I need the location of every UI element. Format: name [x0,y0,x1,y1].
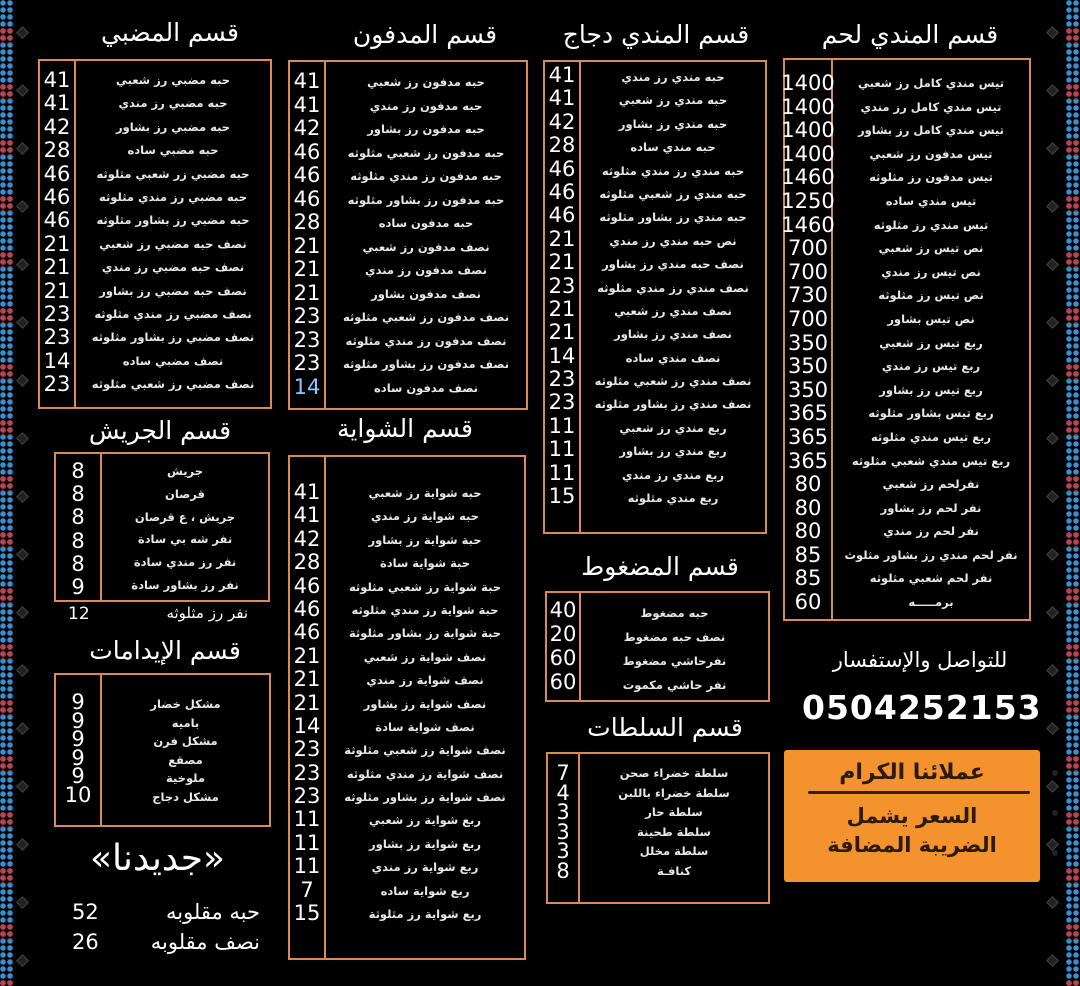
item-name: نفر لحم مندي رز بشاور مثلوث [844,547,1018,562]
item-price: 42 [293,526,321,551]
item-price: 14 [43,348,71,373]
item-name: مشكل فرن [153,734,218,748]
item-name: حبه شواية رز شعبي [368,486,482,500]
item-name: تيس مندي ساده [885,193,977,208]
item-price: 80 [794,495,822,520]
item-name: حبة شواية رز مندي مثلوثه [351,602,499,617]
item-price: 21 [293,643,321,668]
item-price: 46 [43,208,71,233]
item-price: 1400 [781,71,835,95]
item-price: 60 [549,646,577,670]
item-price: 9 [71,690,85,714]
item-price: 28 [293,550,321,575]
item-name: نص تيس رز مندي [881,264,981,279]
item-price: 41 [293,480,321,504]
item-name: سلطة خضراء باللبن [618,785,730,800]
item-price: 23 [548,273,576,298]
section-title-salatat: قسم السلطات [587,713,743,742]
item-name: حبه مضغوط [640,606,709,620]
price-column [781,60,835,619]
notice-bullets [1052,770,1058,890]
item-name: نص تيس رز شعبي [878,241,984,256]
item-name: نص تيس رز مثلوثه [878,288,984,303]
item-price: 9 [71,708,85,733]
item-price: 23 [43,301,71,326]
item-price: 80 [794,519,822,544]
item-name: ملوخية [166,771,205,785]
item-name: حبه مندي رز بشاور [618,116,728,131]
item-name: سلطة مخلل [639,844,709,858]
price-column [547,593,581,700]
item-price: 8 [71,459,85,483]
item-name: نصف شواية سادة [375,719,475,734]
new-items-title: «جديدنا» [89,838,226,879]
item-name: نصف شواية رز مندي [366,673,484,688]
item-price: 11 [548,413,576,438]
menu-box-shawaya [288,455,526,960]
item-price: 85 [794,542,822,567]
contact-label: للتواصل والإستفسار [832,648,1008,672]
item-price: 21 [293,280,321,305]
item-name: نصف مدفون رز مندي [365,263,487,277]
item-price: 21 [548,250,576,275]
item-name: حبه مضبي رز بشاور [115,119,231,134]
item-price: 730 [787,283,829,308]
item-name: تيس مندي كامل رز شعبي [857,76,1005,90]
phone-number[interactable]: 0504252153 [802,688,1042,727]
item-price: 20 [549,622,577,646]
item-price: 21 [548,320,576,345]
item-name: حبة شواية رز بشاور مثلوثة [348,626,502,641]
item-name: ربع تيس مندي شعبي مثلوثه [851,453,1011,468]
item-price: 42 [43,114,71,139]
price-column [40,61,76,407]
item-name: نفر شه بي سادة [137,532,233,547]
item-name: برمـــــه [908,595,954,610]
item-price: 21 [293,257,321,281]
item-name: ربع شواية ساده [380,883,470,898]
item-price: 350 [787,354,829,379]
item-name: تيس مندي كامل رز مندي [860,99,1002,114]
item-price: 41 [548,63,576,87]
item-name: ربع مندي رز شعبي [619,420,727,435]
item-name: حبة شواية رز بشاور [368,532,482,547]
item-price: 46 [43,184,71,209]
item-name: حبه مدفون ساده [378,216,474,230]
section-title-madghoot: قسم المضغوط [581,552,739,581]
item-name: جريش [166,464,204,478]
item-name: حبه مضبي ساده [127,143,219,158]
item-price: 9 [71,764,85,788]
price-column [545,62,581,532]
item-name: باميه [171,715,200,730]
item-price: 1460 [781,212,835,237]
item-name: حبه مضبي رز مندي مثلوثه [99,189,248,204]
item-column [580,754,768,902]
item-name: ربع شواية رز مندي [371,860,479,875]
decorative-border-right [1066,0,1080,986]
item-name: ربع تيس رز بشاور [879,382,983,397]
item-name: حبه مدفون رز بشاور [367,122,485,136]
item-price: 21 [293,690,321,715]
item-price: 80 [794,472,822,497]
item-name: نفر حاشي مكموت [622,678,727,692]
item-name: تيس مندي رز مثلوثه [873,217,989,232]
item-name: حبه مندي ساده [630,140,716,155]
item-price: 11 [293,830,321,855]
item-price: 1400 [781,141,835,166]
item-column [102,454,268,600]
item-price: 46 [293,620,321,645]
price-column [56,454,102,600]
item-name: جريش ، ع قرصان [134,509,236,524]
item-name: نصف شواية رز مندي مثلوثه [346,766,504,781]
menu-box-jareesh [54,452,270,602]
item-column [581,593,768,700]
item-price: 3 [556,800,570,824]
section-title-madhbi: قسم المضبي [101,18,239,47]
item-price: 11 [548,460,576,485]
item-price: 15 [548,484,576,509]
item-name: حبه مندي رز مندي مثلوثه [601,163,745,178]
item-price: 365 [787,401,829,426]
item-price: 350 [787,377,829,402]
item-price: 46 [293,163,321,187]
item-price: 23 [293,737,321,762]
item-price: 365 [787,448,829,473]
item-column [326,62,526,408]
item-name: ربع تيس مندي مثلوثه [870,429,992,444]
item-name: نصف مندي رز شعبي [614,303,732,318]
item-price: 42 [293,116,321,140]
item-name: نصف مندي رز شعبي مثلوثه [594,374,752,389]
item-name: تيس مدفون رز شعبي [869,146,993,161]
item-price: 23 [548,367,576,392]
item-price: 46 [293,596,321,621]
item-price: 41 [43,68,71,92]
item-price: 8 [71,528,85,553]
new-item-name: حبه مقلوبه [165,900,260,924]
item-name: نصف حبه مضغوط [623,630,726,644]
item-name: ربع تيس رز مندي [881,359,981,374]
section-title-mandi-dajaj: قسم المندي دجاج [562,20,750,49]
item-price: 21 [43,231,71,256]
item-price: 14 [293,374,321,399]
item-name: حبه شواية رز مندي [371,509,479,524]
item-column [326,457,524,958]
item-price: 8 [71,482,85,507]
item-price: 8 [556,858,570,883]
item-price: 11 [293,807,321,832]
item-price: 28 [43,138,71,163]
item-name: ربع تيس بشاور مثلوثه [868,406,994,421]
item-price: 9 [71,727,85,751]
item-name: مصقع [168,752,203,767]
item-name: تيس مندي كامل رز بشاور [857,123,1005,138]
item-price: 10 [64,782,92,807]
menu-box-madhbi [38,59,272,409]
price-column [290,457,326,958]
section-title-madfoon: قسم المدفون [352,20,498,49]
item-price: 23 [548,390,576,415]
item-price: 46 [548,156,576,181]
item-price: 60 [549,670,577,694]
item-name: نص حبه مندي رز مندي [609,233,737,248]
item-price: 21 [293,233,321,258]
menu-box-salatat [546,752,770,904]
item-name: نفرحاشي مضغوط [622,654,727,668]
item-price: 7 [300,877,314,902]
diamond-ornaments-left [18,10,32,986]
item-name: حبه مضبي رز بشاور مثلوثه [96,213,250,228]
item-price: 21 [43,255,71,280]
item-price: 14 [293,713,321,738]
item-price: 1250 [781,188,835,213]
item-price: 11 [548,437,576,462]
item-price: 7 [556,761,570,785]
item-price: 700 [787,306,829,331]
item-price: 9 [71,745,85,770]
item-price: 46 [293,186,321,211]
item-price: 23 [293,351,321,375]
item-name: نفر رز مثلوثه [166,604,248,622]
item-name: نصف شواية رز شعبي مثلوثة [344,743,506,758]
item-name: ربع شواية رز شعبي [369,813,481,828]
item-price: 3 [556,819,570,844]
item-name: كنافـة [656,863,692,878]
new-item-price: 26 [72,930,99,954]
item-name: نصف مندي رز بشاور [614,327,732,342]
item-price: 11 [293,854,321,879]
section-title-idamat: قسم الإيدامات [89,636,241,665]
item-price: 8 [71,551,85,576]
item-name: حبه مدفون رز شعبي [367,75,485,89]
item-name: سلطة طحينة [637,824,711,839]
item-name: نصف حبه مضبي رز بشاور [99,283,247,298]
item-price: 42 [548,109,576,134]
price-column [548,754,580,902]
decorative-border-left [0,0,14,986]
item-name: نصف حبه مندي رز بشاور [602,257,744,272]
menu-box-mandi-dajaj [543,60,767,534]
item-name: نفر لحم شعبي مثلوثه [869,571,993,586]
item-name: قرصان [165,486,205,501]
item-name: ربع تيس رز شعبي [879,335,983,350]
item-name: مشكل خضار [150,697,221,711]
item-price: 23 [293,327,321,352]
item-name: حبة شواية سادة [379,556,471,571]
item-name: نصف مدفون بشاور [371,286,481,301]
item-price: 14 [548,343,576,368]
item-price: 21 [43,278,71,303]
item-price: 21 [548,226,576,251]
item-name: حبه مندي رز شعبي [618,93,728,108]
item-price: 46 [548,179,576,204]
item-price: 1400 [781,118,835,143]
item-name: نصف حبه مضبي رز شعبي [99,236,247,251]
item-name: نفر رز مندي سادة [133,555,237,570]
item-name: حبه مضبي رز مندي [118,96,228,111]
menu-box-madghoot [545,591,770,702]
item-name: سلطة خضراء صحن [619,766,729,780]
item-price: 46 [43,161,71,186]
item-price: 1400 [781,94,835,119]
item-price: 15 [293,901,321,926]
item-price: 41 [43,91,71,116]
item-price: 46 [293,573,321,598]
item-name: نصف مدفون رز مندي مثلوثه [345,333,507,348]
item-column [833,60,1029,619]
item-price: 12 [68,604,90,624]
tax-notice-banner [784,750,1040,882]
item-name: حبه مدفون رز بشاور مثلوثه [347,192,505,207]
item-price: 41 [293,503,321,528]
item-price: 41 [293,69,321,93]
item-price: 23 [293,784,321,809]
item-name: حبه مضبي رز شعبي [115,73,231,87]
item-name: نصف مندي رز مندي مثلوثه [597,280,749,295]
section-title-shawaya: قسم الشواية [337,414,473,443]
item-price: 4 [556,780,570,805]
item-name: ربع مندي رز بشاور [619,444,727,459]
item-price: 23 [293,760,321,785]
item-price: 28 [548,133,576,158]
item-name: حبه مدفون رز مندي [369,98,483,113]
item-name: نصف مدفون رز شعبي مثلوثه [342,310,510,324]
notice-divider [808,791,1030,794]
item-price: 9 [71,574,85,599]
item-price: 700 [787,259,829,284]
item-name: ربع شواية رز بشاور [369,836,481,851]
item-name: حبة شواية رز شعبي مثلوثه [348,579,502,594]
item-price: 60 [794,590,822,615]
item-price: 46 [293,139,321,164]
price-column [290,62,326,408]
item-name: نصف مضبي رز مندي مثلوثه [94,306,252,321]
item-name: نصف مندي ساده [625,350,721,365]
item-price: 23 [293,304,321,328]
item-price: 85 [794,566,822,591]
item-price: 1460 [781,165,835,190]
item-name: نفر لحم رز بشاور [880,500,982,515]
item-name: حبه مندي رز شعبي مثلوثه [599,186,747,201]
item-column [102,675,269,825]
item-name: نفر لحم رز مندي [883,524,979,539]
section-title-mandi-lahm: قسم المندي لحم [821,20,999,49]
item-price: 365 [787,424,829,449]
item-column [76,61,270,407]
item-name: ربع شواية رز مثلوثة [368,907,482,922]
item-price: 3 [556,839,570,863]
section-title-jareesh: قسم الجريش [88,416,232,445]
item-column [581,62,765,532]
item-price: 41 [548,86,576,111]
item-price: 41 [293,92,321,117]
item-name: نصف مدفون رز بشاور مثلوثه [342,357,510,371]
new-item-price: 52 [72,900,99,924]
item-price: 23 [43,372,71,397]
item-price: 21 [548,296,576,321]
item-name: نصف مندي رز بشاور مثلوثه [594,397,752,412]
menu-box-idamat [54,673,271,827]
item-name: نص تيس بشاور [887,311,975,326]
item-name: نصف مدفون رز شعبي [362,239,490,254]
item-name: نصف مضبي ساده [122,353,224,368]
item-name: نصف حبه مضبي رز مندي [101,260,245,275]
item-name: مشكل دجاج [152,789,219,804]
item-price: 350 [787,330,829,355]
item-price: 40 [549,598,577,622]
item-name: حبه مضبي زر شعبي مثلوثه [96,166,250,181]
notice-vat: الضريبة المضافة [827,833,997,858]
menu-box-madfoon [288,60,528,410]
item-price: 8 [71,505,85,530]
item-name: نصف شواية رز بشاور [363,696,487,711]
item-name: نصف مضبي رز بشاور مثلوثه [91,330,255,345]
item-price: 700 [787,236,829,261]
item-name: ربع مندي مثلوثه [627,491,719,506]
item-name: حبه مدفون رز مندي مثلوثه [350,169,502,183]
item-name: نصف مضبي رز شعبي مثلوثه [91,377,255,392]
item-name: حبه مدفون رز شعبي مثلوثه [347,145,505,160]
item-price: 23 [43,325,71,350]
item-name: حبه مندي رز مندي [621,70,725,84]
new-item-name: نصف مقلوبه [150,930,260,954]
price-column [56,675,102,825]
item-name: نفر رز بشاور سادة [131,578,239,593]
item-name: نفرلحم رز شعبي [882,477,980,492]
item-price: 28 [293,210,321,234]
item-name: نصف شواية رز بشاور مثلوثه [344,790,506,805]
item-price: 46 [548,203,576,228]
item-name: سلطة حار [645,805,703,819]
item-name: نصف شواية رز شعبي [363,649,487,664]
item-name: ربع مندي رز مندي [621,467,725,482]
notice-price-includes: السعر يشمل [846,804,978,828]
item-price: 21 [293,667,321,692]
item-name: تيس مدفون رز مثلوثه [869,170,993,185]
notice-greeting: عملائنا الكرام [839,760,985,785]
menu-box-mandi-lahm [783,58,1031,621]
item-name: نصف مدفون ساده [374,380,478,395]
item-name: حبه مندي رز بشاور مثلوثه [599,210,747,225]
